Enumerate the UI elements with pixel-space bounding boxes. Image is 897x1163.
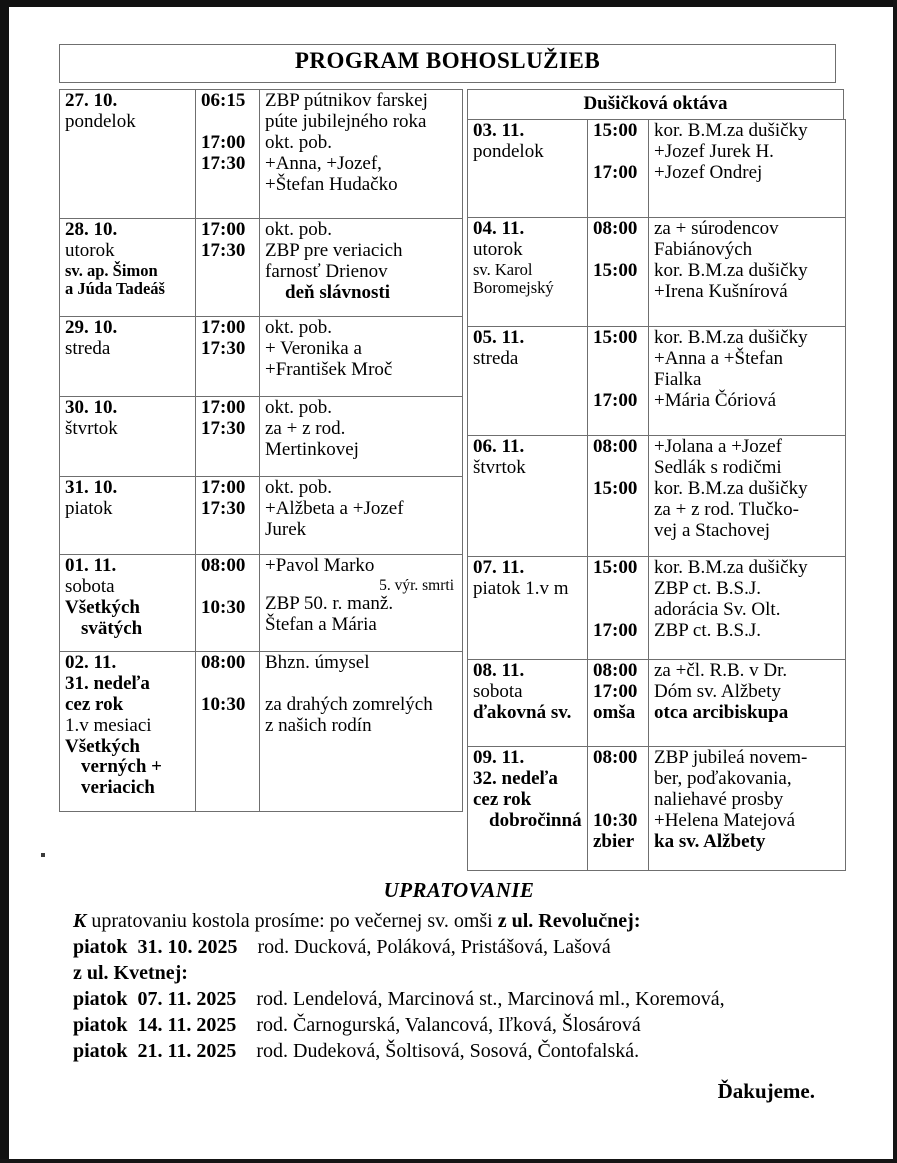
time-cell <box>588 218 649 326</box>
day-date: 06. 11. <box>473 436 525 457</box>
desc-cell <box>260 555 462 651</box>
day-date: 09. 11. <box>473 747 525 768</box>
cleaning-families: rod. Dudeková, Šoltisová, Sosová, Čontofalská. <box>256 1040 640 1063</box>
day-cell <box>60 317 196 396</box>
schedule-row <box>467 435 846 556</box>
desc-cell <box>649 660 845 746</box>
desc-line: okt. pob. <box>265 317 333 338</box>
time-entry: 17:00 <box>201 397 246 418</box>
time-entry: 06:15 <box>201 90 246 111</box>
day-name: sobota <box>65 575 115 597</box>
desc-line: +Jozef Ondrej <box>654 161 763 183</box>
day-cell <box>60 555 196 651</box>
cleaning-date: 14. 11. 2025 <box>137 1014 237 1037</box>
day-name: piatok <box>65 497 113 519</box>
day-extra-line: Všetkých <box>65 596 140 618</box>
time-entry: 15:00 <box>593 477 638 499</box>
cleaning-street-2-line <box>59 960 859 986</box>
desc-line: otca arcibiskupa <box>654 701 789 723</box>
desc-line: +Mária Čóriová <box>654 389 777 411</box>
desc-line: ZBP 50. r. manž. <box>265 592 394 614</box>
desc-cell <box>260 90 462 218</box>
day-name: štvrtok <box>65 417 118 439</box>
desc-line: okt. pob. <box>265 131 333 153</box>
day-name: streda <box>65 337 111 359</box>
time-entry: 17:00 <box>593 680 638 702</box>
time-entry: 17:30 <box>201 152 246 174</box>
schedule-row <box>59 316 463 396</box>
day-extra-line: sv. ap. Šimon <box>65 260 158 280</box>
day-cell <box>468 327 588 435</box>
desc-line: púte jubilejného roka <box>265 110 427 132</box>
schedule-row <box>59 554 463 651</box>
scan-artifact-dot <box>41 853 45 857</box>
desc-line: ZBP jubileá novem- <box>654 747 808 768</box>
desc-line: Dóm sv. Alžbety <box>654 680 782 702</box>
day-name: štvrtok <box>473 456 526 478</box>
day-name: streda <box>473 347 519 369</box>
day-name: sobota <box>473 680 523 702</box>
desc-line: +Anna, +Jozef, <box>265 152 382 174</box>
desc-line: Bhzn. úmysel <box>265 652 370 673</box>
time-entry: 10:30 <box>593 809 638 831</box>
day-name: utorok <box>65 239 115 261</box>
time-cell <box>196 317 260 396</box>
day-extra-line: svätých <box>81 617 143 639</box>
time-entry: 17:00 <box>201 131 246 153</box>
cleaning-date: 07. 11. 2025 <box>137 988 237 1011</box>
desc-line: +Štefan Hudačko <box>265 173 398 195</box>
day-extra-line: cez rok <box>473 788 532 810</box>
time-entry: 17:00 <box>593 161 638 183</box>
desc-line: kor. B.M.za dušičky <box>654 120 808 141</box>
desc-line: za + z rod. <box>265 417 346 439</box>
time-entry: 08:00 <box>201 652 246 673</box>
day-name: utorok <box>473 238 523 260</box>
day-cell <box>468 218 588 326</box>
desc-line: kor. B.M.za dušičky <box>654 477 808 499</box>
desc-cell <box>649 747 845 870</box>
day-date: 07. 11. <box>473 557 525 578</box>
day-cell <box>468 120 588 217</box>
cleaning-day: piatok <box>73 1040 128 1063</box>
desc-line: +Anna a +Štefan <box>654 347 784 369</box>
day-date: 27. 10. <box>65 90 118 111</box>
day-cell <box>468 436 588 556</box>
desc-line: naliehavé prosby <box>654 788 784 810</box>
day-cell <box>60 477 196 554</box>
desc-line: okt. pob. <box>265 219 333 240</box>
time-cell <box>588 557 649 659</box>
day-name: pondelok <box>65 110 136 132</box>
time-cell <box>588 120 649 217</box>
desc-line: za +čl. R.B. v Dr. <box>654 660 788 681</box>
page-edge-left <box>0 0 9 1163</box>
day-extra-line: ďakovná sv. <box>473 701 572 723</box>
day-date: 01. 11. <box>65 555 117 576</box>
day-extra-line: a Júda Tadeáš <box>65 278 165 298</box>
time-entry: 10:30 <box>201 596 246 618</box>
day-extra-line: 1.v mesiaci <box>65 714 152 736</box>
time-entry: 10:30 <box>201 693 246 715</box>
desc-line: okt. pob. <box>265 477 333 498</box>
cleaning-intro-text: upratovaniu kostola prosíme: po večernej sv. omši <box>86 910 498 933</box>
desc-line: z našich rodín <box>265 714 372 736</box>
desc-line: Štefan a Mária <box>265 613 377 635</box>
desc-line: +František Mroč <box>265 358 393 380</box>
desc-cell <box>260 652 462 811</box>
day-cell <box>468 660 588 746</box>
time-entry: 17:30 <box>201 239 246 261</box>
time-entry: 08:00 <box>593 436 638 457</box>
page-edge-bottom <box>0 1159 897 1163</box>
time-entry: 08:00 <box>593 747 638 768</box>
desc-line: kor. B.M.za dušičky <box>654 327 808 348</box>
time-entry: 17:30 <box>201 337 246 359</box>
desc-line: +Jozef Jurek H. <box>654 140 774 162</box>
cleaning-families: rod. Čarnogurská, Valancová, Iľková, Šlosárová <box>256 1014 641 1037</box>
time-entry: 08:00 <box>593 218 638 239</box>
desc-cell <box>649 327 845 435</box>
time-cell <box>196 219 260 316</box>
time-entry: 15:00 <box>593 120 638 141</box>
page-edge-top <box>0 0 897 7</box>
desc-line: +Irena Kušnírová <box>654 280 788 302</box>
day-date: 04. 11. <box>473 218 525 239</box>
day-cell <box>468 557 588 659</box>
page-title: PROGRAM BOHOSLUŽIEB <box>60 45 836 83</box>
desc-line: 5. výr. smrti <box>379 576 454 594</box>
day-date: 02. 11. <box>65 652 117 673</box>
day-date: 31. 10. <box>65 477 118 498</box>
desc-line: okt. pob. <box>265 397 333 418</box>
cleaning-street-2: z ul. Kvetnej: <box>73 962 188 985</box>
right-section-header: Dušičková oktáva <box>467 89 844 119</box>
cleaning-section <box>59 877 859 1106</box>
desc-line: ZBP pre veriacich <box>265 239 403 261</box>
cleaning-row <box>59 934 859 960</box>
day-extra-line: cez rok <box>65 693 124 715</box>
day-name: 31. nedeľa <box>65 672 150 694</box>
page-sheet <box>9 7 893 1159</box>
day-date: 30. 10. <box>65 397 118 418</box>
desc-cell <box>260 397 462 476</box>
day-name: 32. nedeľa <box>473 767 558 789</box>
desc-cell <box>260 477 462 554</box>
time-entry: 08:00 <box>201 555 246 576</box>
time-entry: 17:00 <box>201 477 246 498</box>
desc-line: +Pavol Marko <box>265 555 375 576</box>
day-extra-line: dobročinná <box>489 809 582 831</box>
desc-cell <box>649 436 845 556</box>
desc-line: +Helena Matejová <box>654 809 796 831</box>
time-cell <box>588 747 649 870</box>
cleaning-date: 31. 10. 2025 <box>137 936 238 959</box>
day-extra-line: Všetkých <box>65 735 140 757</box>
day-extra-line: verných + <box>81 756 163 778</box>
cleaning-row <box>59 1012 859 1038</box>
desc-line: za drahých zomrelých <box>265 693 433 715</box>
desc-line: Fabiánových <box>654 238 753 260</box>
day-cell <box>60 652 196 811</box>
desc-cell <box>649 218 845 326</box>
desc-line: deň slávnosti <box>285 281 391 303</box>
desc-line: kor. B.M.za dušičky <box>654 259 808 281</box>
time-entry: 17:00 <box>593 619 638 641</box>
cleaning-heading: UPRATOVANIE <box>383 878 535 902</box>
time-entry: 15:00 <box>593 259 638 281</box>
desc-line: + Veronika a <box>265 337 362 359</box>
day-name: pondelok <box>473 140 544 162</box>
cleaning-row <box>59 986 859 1012</box>
schedule-row <box>467 659 846 746</box>
cleaning-day: piatok <box>73 1014 128 1037</box>
time-entry: 17:30 <box>201 497 246 519</box>
desc-line: Mertinkovej <box>265 438 359 460</box>
thanks-note: Ďakujeme. <box>717 1079 815 1104</box>
time-entry: 17:30 <box>201 417 246 439</box>
day-date: 03. 11. <box>473 120 525 141</box>
desc-line: ZBP ct. B.S.J. <box>654 619 761 641</box>
time-entry: 17:00 <box>201 219 246 240</box>
time-entry: 15:00 <box>593 557 638 578</box>
program-table <box>59 44 836 83</box>
time-entry: 17:00 <box>593 389 638 411</box>
day-date: 08. 11. <box>473 660 525 681</box>
time-entry: zbier <box>593 830 635 852</box>
cleaning-families: rod. Ducková, Poláková, Pristášová, Lašová <box>257 936 611 959</box>
day-cell <box>60 90 196 218</box>
desc-cell <box>649 120 845 217</box>
schedule-row <box>59 476 463 554</box>
desc-line: Sedlák s rodičmi <box>654 456 782 478</box>
schedule-row <box>59 89 463 218</box>
desc-line: Fialka <box>654 368 702 390</box>
schedule-row <box>467 556 846 659</box>
desc-line: +Alžbeta a +Jozef <box>265 497 404 519</box>
time-cell <box>196 90 260 218</box>
desc-line: ka sv. Alžbety <box>654 830 766 852</box>
time-entry: 08:00 <box>593 660 638 681</box>
day-extra-line: Boromejský <box>473 277 554 297</box>
day-date: 29. 10. <box>65 317 118 338</box>
cleaning-intro <box>59 908 859 934</box>
time-entry: omša <box>593 701 636 723</box>
schedule-row <box>59 396 463 476</box>
time-cell <box>196 477 260 554</box>
desc-line: vej a Stachovej <box>654 519 771 541</box>
desc-line: ZBP pútnikov farskej <box>265 90 428 111</box>
day-extra-line: veriacich <box>81 777 155 799</box>
day-cell <box>60 397 196 476</box>
desc-line: ber, poďakovania, <box>654 767 792 789</box>
desc-line: za + z rod. Tlučko- <box>654 498 799 520</box>
cleaning-day: piatok <box>73 936 128 959</box>
schedule-row <box>467 119 846 217</box>
day-extra-line: sv. Karol <box>473 259 533 279</box>
time-cell <box>196 555 260 651</box>
page-edge-right <box>893 0 897 1163</box>
day-date: 05. 11. <box>473 327 525 348</box>
cleaning-intro-initial: K <box>73 910 87 933</box>
cleaning-day: piatok <box>73 988 128 1011</box>
desc-line: ZBP ct. B.S.J. <box>654 577 761 599</box>
desc-cell <box>260 317 462 396</box>
time-cell <box>588 436 649 556</box>
schedule-row <box>467 746 846 871</box>
schedule-row <box>59 651 463 812</box>
time-cell <box>588 327 649 435</box>
day-date: 28. 10. <box>65 219 118 240</box>
desc-cell <box>649 557 845 659</box>
desc-line: +Jolana a +Jozef <box>654 436 782 457</box>
schedule-row <box>467 217 846 326</box>
cleaning-date: 21. 11. 2025 <box>137 1040 237 1063</box>
cleaning-families: rod. Lendelová, Marcinová st., Marcinová ml., Koremová, <box>256 988 725 1011</box>
day-cell <box>60 219 196 316</box>
cleaning-row <box>59 1038 859 1064</box>
schedule-row <box>59 218 463 316</box>
time-entry: 17:00 <box>201 317 246 338</box>
desc-line: za + súrodencov <box>654 218 779 239</box>
desc-line: Jurek <box>265 518 307 540</box>
cleaning-street-1: z ul. Revolučnej: <box>497 910 641 933</box>
schedule-row <box>467 326 846 435</box>
time-cell <box>196 397 260 476</box>
desc-cell <box>260 219 462 316</box>
time-cell <box>588 660 649 746</box>
desc-line: farnosť Drienov <box>265 260 388 282</box>
day-name: piatok 1.v m <box>473 577 569 599</box>
day-cell <box>468 747 588 870</box>
time-entry: 15:00 <box>593 327 638 348</box>
desc-line: adorácia Sv. Olt. <box>654 598 781 620</box>
desc-line: kor. B.M.za dušičky <box>654 557 808 578</box>
time-cell <box>196 652 260 811</box>
